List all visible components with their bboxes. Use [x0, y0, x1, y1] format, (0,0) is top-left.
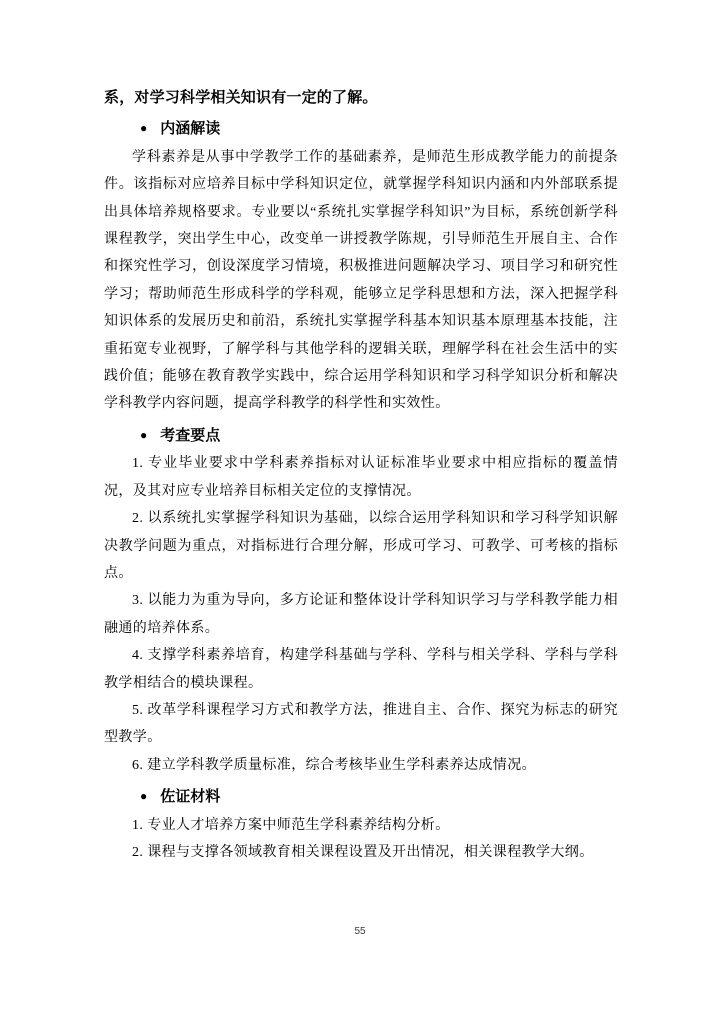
numbered-item-2: 2. 以系统扎实掌握学科知识为基础，以综合运用学科知识和学习科学知识解决教学问题为重点，对指标进行合理分解，形成可学习、可教学、可考核的指标点。 — [104, 511, 618, 581]
numbered-item-6: 6. 建立学科教学质量标准，综合考核毕业生学科素养达成情况。 — [132, 757, 536, 773]
continued-sentence-line: 系，对学习科学相关知识有一定的了解。 — [104, 89, 378, 106]
bullet-icon: ● — [140, 427, 148, 442]
material-item-2: 2. 课程与支撑各领域教育相关课程设置及开出情况，相关课程教学大纲。 — [132, 844, 594, 860]
numbered-item-1: 1. 专业毕业要求中学科素养指标对认证标准毕业要求中相应指标的覆盖情况，及其对应专业培养目标相关定位的支撑情况。 — [104, 456, 618, 499]
material-item-1: 1. 专业人才培养方案中师范生学科素养结构分析。 — [132, 817, 450, 833]
section-heading-text: 内涵解读 — [160, 120, 221, 138]
page-content — [104, 84, 618, 866]
section-heading-key-points — [140, 422, 618, 450]
bullet-icon: ● — [140, 789, 148, 804]
bullet-icon: ● — [140, 121, 148, 136]
numbered-item-3: 3. 以能力为重为导向，多方论证和整体设计学科知识学习与学科教学能力相融通的培养体系。 — [104, 593, 618, 636]
section-heading-text: 考查要点 — [160, 426, 221, 444]
page-number: 55 — [354, 926, 366, 937]
section-heading-supporting-materials — [140, 783, 618, 811]
numbered-item-5: 5. 改革学科课程学习方式和教学方法，推进自主、合作、探究为标志的研究型教学。 — [104, 702, 618, 746]
section-heading-text: 佐证材料 — [160, 788, 221, 806]
section-heading-connotation — [140, 115, 618, 143]
paragraph-connotation: 学科素养是从事中学教学工作的基础素养，是师范生形成教学能力的前提条件。该指标对应培养目标中学科知识定位，就掌握学科知识内涵和内外部联系提出具体培养规格要求。专业要以“系统扎实掌握学科知识”为目标，系统创新学科课程教学，突出学生中心，改变单一讲授教学陈规，引导师范生开展自主、合作和探究性学习，创设深度学习情境，积极推进问题解决学习、项目学习和研究性学习；帮助师范生形成科学的学科观，能够立足学科思想和方法，深入把握学科知识体系的发展历史和前沿，系统扎实掌握学科基本知识基本原理基本技能，注重拓宽专业视野，了解学科与其他学科的逻辑关联，理解学科在社会生活中的实践价值；能够在教育教学实践中，综合运用学科知识和学习科学知识分析和解决学科教学内容问题，提高学科教学的科学性和实效性。 — [104, 149, 618, 412]
numbered-item-4: 4. 支撑学科素养培育，构建学科基础与学科、学科与相关学科、学科与学科教学相结合的模块课程。 — [104, 648, 618, 691]
